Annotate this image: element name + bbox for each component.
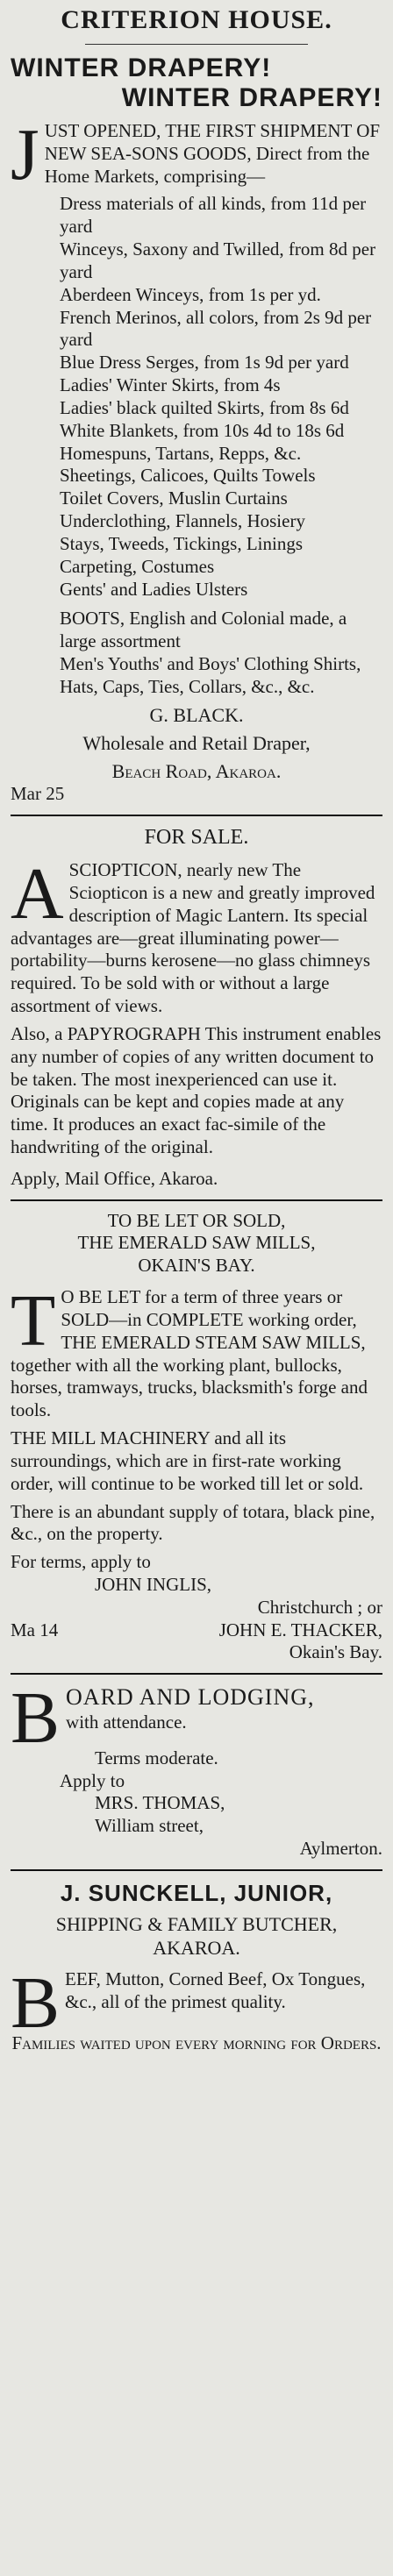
merchant-role: Wholesale and Retail Draper, [82,731,311,754]
machinery-paragraph: THE MILL MACHINERY and all its surroundings, which are in first-rate working order, will continue to be worked till let or sold. [11,1427,364,1494]
item-line: Dress materials of all kinds, from 11d per yard [60,193,367,238]
for-sale-ad [11,825,382,1201]
item-line: Stays, Tweeds, Tickings, Linings [60,532,304,554]
ad-date: Ma 14 [11,1619,59,1640]
ad-title: CRITERION HOUSE. [61,5,332,34]
headline-winter-drapery-2: WINTER DRAPERY! [121,83,382,112]
butcher-location: AKAROA. [153,1936,240,1959]
butcher-footer: Families waited upon every morning for Orders. [11,2032,382,2054]
attendance-line: with attendance. [66,1711,187,1733]
clothing-paragraph: Men's Youths' and Boys' Clothing Shirts, Hats, Caps, Ties, Collars, &c., &c. [60,653,361,697]
contact-street: William street, [95,1815,204,1837]
sciopticon-text: SCIOPTICON, nearly new The Sciopticon is a new and greatly improved description of Magic Lantern. Its special advantages are—great illuminating power—portability—burns kerosene—no glass chimneys required. To be sold with or without a large assortment of views. [11,859,375,1017]
board-headline: OARD AND LODGING, [66,1683,315,1710]
contact-1-place: Christchurch ; or [257,1596,382,1618]
intro-paragraph [11,114,382,196]
ad-date: Mar 25 [11,782,65,804]
board-and-lodging-ad [11,1676,382,1871]
contact-2-row [11,1619,382,1641]
spacer [11,113,382,120]
item-line: Underclothing, Flannels, Hosiery [60,510,305,532]
item-line: Sheetings, Calicoes, Quilts Towels [60,465,316,487]
contact-place: Aylmerton. [299,1838,382,1860]
ad-title: FOR SALE. [144,825,249,849]
item-line: Ladies' black quilted Skirts, from 8s 6d [60,396,349,418]
mills-paragraph [11,1280,382,1422]
headline-winter-drapery-1: WINTER DRAPERY! [11,53,272,82]
item-line: Gents' and Ladies Ulsters [60,578,248,600]
item-line: Carpeting, Costumes [60,555,215,577]
divider [85,44,308,45]
item-line: Toilet Covers, Muslin Curtains [60,487,288,509]
criterion-house-ad [11,5,382,816]
butcher-title: J. SUNCKELL, JUNIOR, [60,1879,333,1906]
drop-cap: B [11,1676,61,1759]
items-list [11,188,382,601]
item-line: Blue Dress Serges, from 1s 9d per yard [60,352,349,374]
butcher-text: EEF, Mutton, Corned Beef, Ox Tongues, &c., all of the primest quality. [65,1968,366,2012]
terms-line: For terms, apply to [11,1551,151,1573]
item-line: Homespuns, Tartans, Repps, &c. [60,442,302,464]
line-okains: OKAIN'S BAY. [138,1255,255,1277]
merchant-address: Beach Road, Akaroa. [111,759,282,782]
item-line: White Blankets, from 10s 4d to 18s 6d [60,419,345,441]
newspaper-column [11,0,382,2064]
drop-cap: B [11,1961,61,2044]
apply-line: Apply, Mail Office, Akaroa. [11,1167,218,1189]
apply-line: Apply to [60,1769,125,1791]
drop-cap: T [11,1280,56,1363]
contact-2-place: Okain's Bay. [289,1640,382,1662]
saw-mills-ad [11,1210,382,1675]
papyrograph-paragraph: Also, a PAPYROGRAPH This instrument enables any number of copies of any written document to be taken. The most inexperienced can use it. Originals can be kept and copies made at any time. It produces an exact fac-simile of the handwriting of the original. [11,1022,382,1157]
merchant-name: G. BLACK. [149,703,244,726]
item-line: French Merinos, all colors, from 2s 9d per yard [60,306,372,351]
line-to-let: TO BE LET OR SOLD, [107,1209,286,1231]
line-emerald: THE EMERALD SAW MILLS, [77,1232,316,1254]
terms-line: Terms moderate. [95,1747,218,1768]
item-line: Aberdeen Winceys, from 1s per yd. [60,283,321,305]
supply-paragraph: There is an abundant supply of totara, black pine, &c., on the property. [11,1500,375,1545]
item-line: Ladies' Winter Skirts, from 4s [60,374,281,396]
boots-paragraph: BOOTS, English and Colonial made, a large assortment [60,608,347,652]
intro-text: UST OPENED, THE FIRST SHIPMENT OF NEW SEA-SONS GOODS, Direct from the Home Markets, comprising— [44,120,381,187]
contact-name: MRS. THOMAS, [95,1792,225,1814]
sciopticon-paragraph [11,853,382,1018]
drop-cap: J [11,114,39,196]
contact-2-name: JOHN E. THACKER, [218,1619,382,1640]
mills-text: O BE LET for a term of three years or SOLD—in COMPLETE working order, THE EMERALD STEAM SAW MILLS, together with all the working plant, bullocks, horses, tramways, trucks, blacksmith's forge and tools. [11,1286,368,1421]
drop-cap: A [11,853,64,936]
contact-1-name: JOHN INGLIS, [95,1574,211,1596]
item-line: Winceys, Saxony and Twilled, from 8d per yard [60,238,376,282]
butcher-subtitle: SHIPPING & FAMILY BUTCHER, [55,1912,338,1935]
butcher-ad [11,1880,382,2064]
